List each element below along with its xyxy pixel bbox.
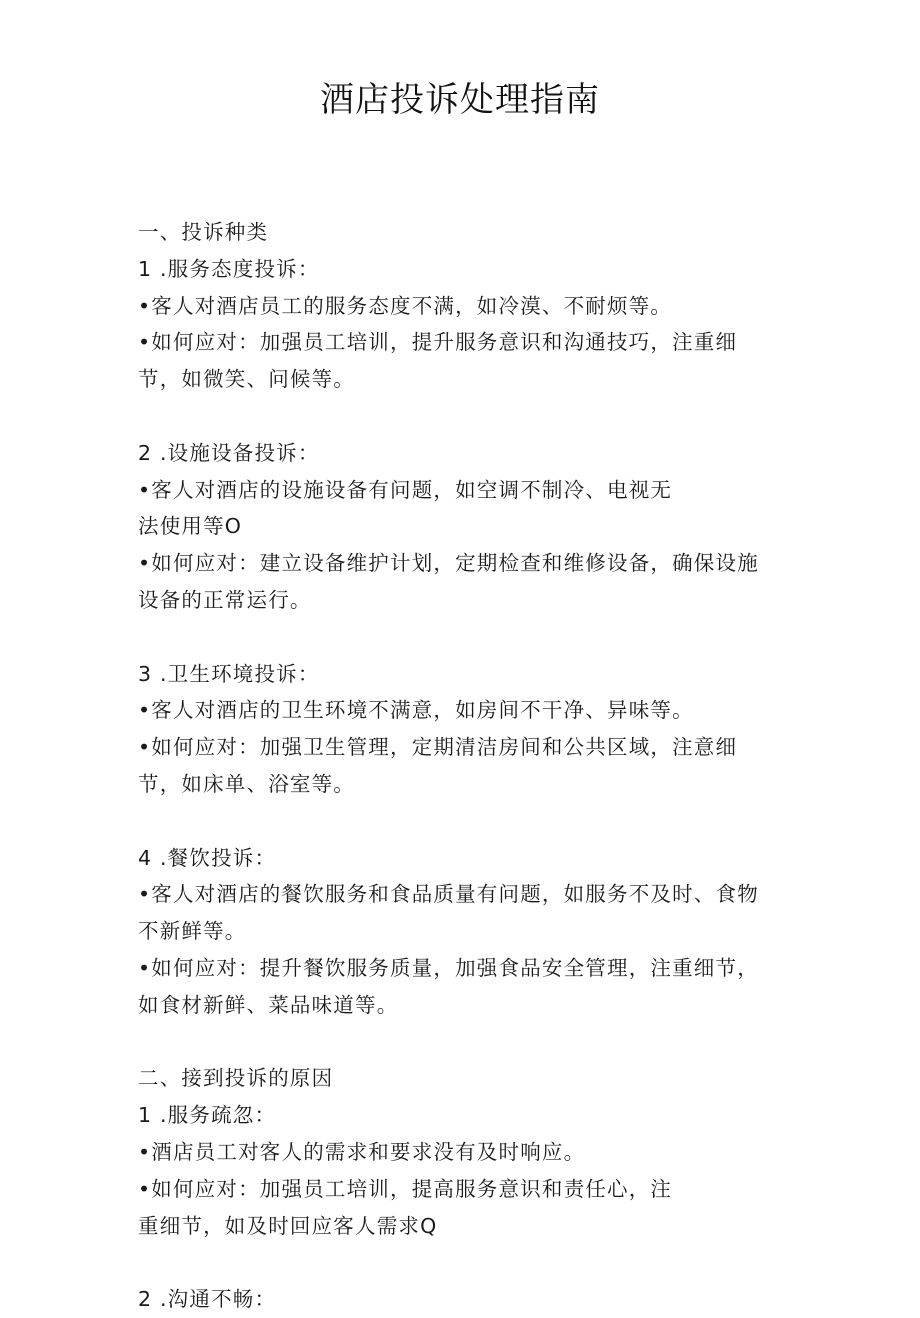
bullet-line: •酒店员工对客人的需求和要求没有及时响应。 — [138, 1139, 586, 1164]
subsection-heading: 3 .卫生环境投诉： — [138, 661, 320, 686]
bullet-continuation: 设备的正常运行。 — [138, 587, 312, 612]
bullet-line: •如何应对：建立设备维护计划，定期检查和维修设备，确保设施 — [138, 551, 759, 576]
document-title: 酒店投诉处理指南 — [320, 80, 600, 120]
blank-line — [138, 619, 798, 656]
bullet-line: •如何应对：加强卫生管理，定期清洁房间和公共区域，注意细 — [138, 735, 738, 760]
bullet-continuation: 如食材新鲜、菜品味道等。 — [138, 992, 399, 1017]
bullet-line: •如何应对：加强员工培训，提升服务意识和沟通技巧，注重细 — [138, 330, 738, 355]
bullet-line: •如何应对：加强员工培训，提高服务意识和责任心，注 — [138, 1176, 673, 1201]
document-body — [138, 214, 798, 1318]
bullet-line: •客人对酒店的卫生环境不满意，如房间不干净、异味等。 — [138, 698, 694, 723]
section-heading: 二、接到投诉的原因 — [138, 1066, 334, 1091]
section-heading: 一、投诉种类 — [138, 220, 269, 244]
blank-line — [138, 1244, 798, 1281]
bullet-continuation: 节，如微笑、问候等。 — [138, 367, 355, 392]
subsection-heading: 4 .餐饮投诉： — [138, 845, 277, 870]
subsection-heading: 1 .服务疏忽： — [138, 1103, 277, 1128]
subsection-heading: 2 .沟通不畅： — [138, 1287, 277, 1312]
blank-line — [138, 398, 798, 435]
bullet-line: •客人对酒店的餐饮服务和食品质量有问题，如服务不及时、食物 — [138, 882, 759, 907]
subsection-heading: 1 .服务态度投诉： — [138, 256, 320, 281]
subsection-heading: 2 .设施设备投诉： — [138, 440, 320, 465]
bullet-continuation: 节，如床单、浴室等。 — [138, 771, 355, 796]
bullet-continuation: 法使用等O — [138, 514, 243, 539]
bullet-continuation: 重细节，如及时回应客人需求Q — [138, 1213, 438, 1238]
bullet-continuation: 不新鲜等。 — [138, 919, 247, 944]
blank-line — [138, 1024, 798, 1061]
bullet-line: •客人对酒店员工的服务态度不满，如冷漠、不耐烦等。 — [138, 293, 673, 318]
bullet-line: •客人对酒店的设施设备有问题，如空调不制冷、电视无 — [138, 477, 673, 502]
blank-line — [138, 803, 798, 840]
bullet-line: •如何应对：提升餐饮服务质量，加强食品安全管理，注重细节， — [138, 955, 759, 980]
